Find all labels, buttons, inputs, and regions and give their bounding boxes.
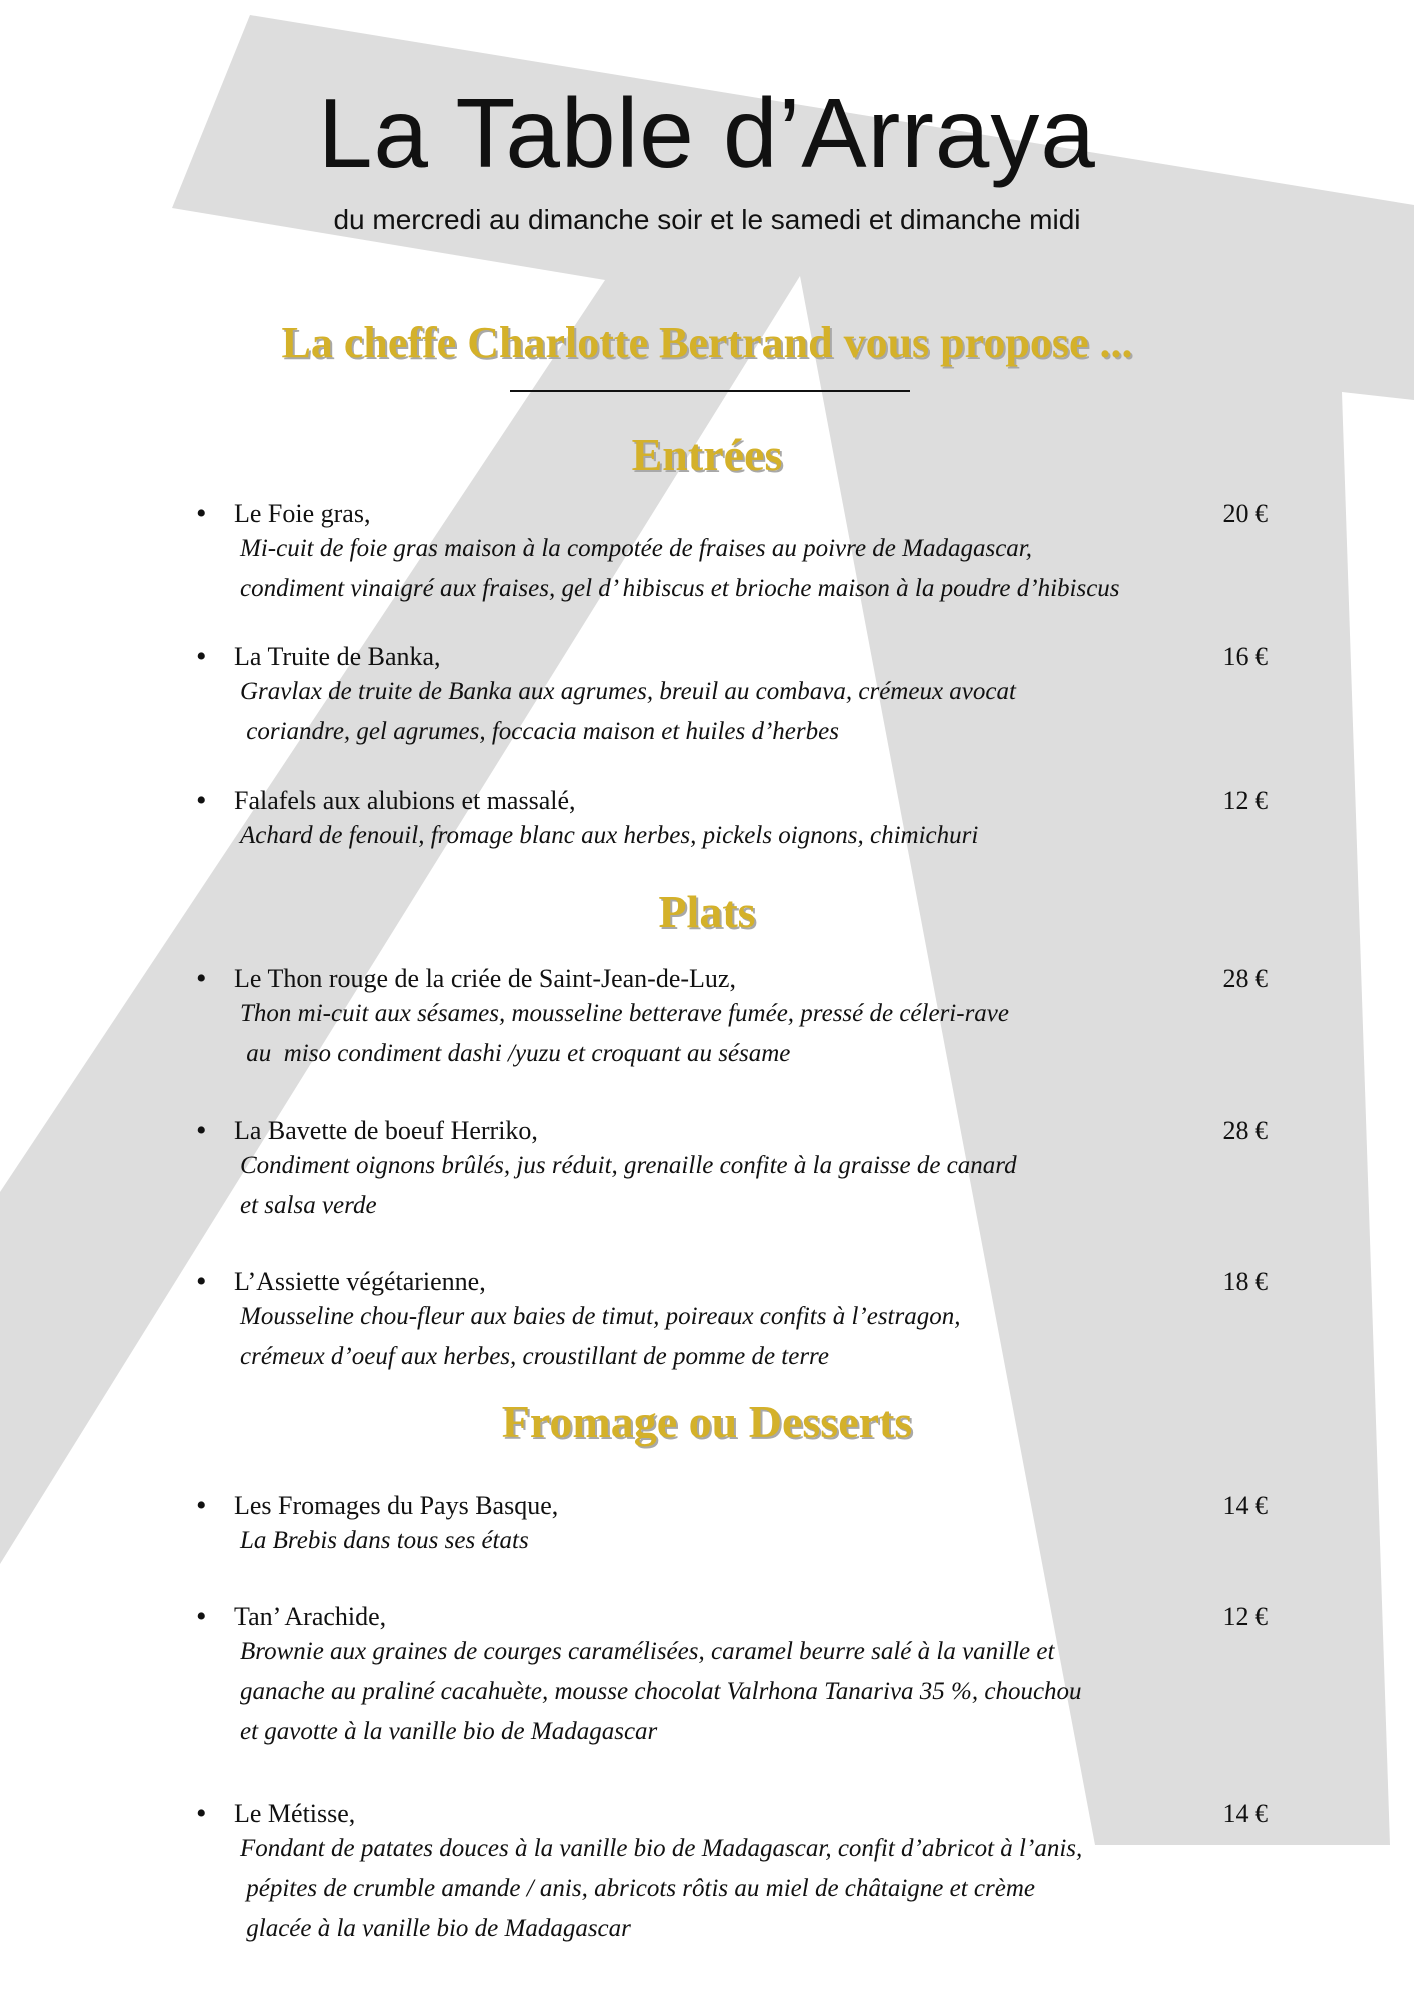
- bullet-icon: •: [196, 1265, 207, 1298]
- dish-name: Les Fromages du Pays Basque,: [234, 1491, 559, 1520]
- menu-item: [196, 1115, 1276, 1226]
- dish-price: 12 €: [1222, 1602, 1268, 1631]
- dish-price: 12 €: [1222, 786, 1268, 815]
- menu-item: [196, 1490, 1276, 1561]
- dish-name: La Truite de Banka,: [234, 642, 441, 671]
- description-line: Brownie aux graines de courges caramélisées, caramel beurre salé à la vanille et: [240, 1638, 1055, 1665]
- bullet-icon: •: [196, 962, 207, 995]
- menu-item: [196, 1798, 1276, 1949]
- description-line: Achard de fenouil, fromage blanc aux herbes, pickels oignons, chimichuri: [240, 822, 979, 849]
- bullet-icon: •: [196, 1600, 207, 1633]
- dish-name: Falafels aux alubions et massalé,: [234, 786, 576, 815]
- opening-hours: du mercredi au dimanche soir et le samedi et dimanche midi: [333, 204, 1081, 235]
- dish-price: 28 €: [1222, 1116, 1268, 1145]
- description-line: et gavotte à la vanille bio de Madagascar: [240, 1718, 658, 1745]
- dish-description: [196, 1146, 1276, 1226]
- description-line: glacée à la vanille bio de Madagascar: [240, 1915, 631, 1942]
- dish-price: 14 €: [1222, 1491, 1268, 1520]
- dish-name: L’Assiette végétarienne,: [234, 1267, 486, 1296]
- dish-price: 18 €: [1222, 1267, 1268, 1296]
- description-line: condiment vinaigré aux fraises, gel d’ hibiscus et brioche maison à la poudre d’hibiscus: [240, 575, 1120, 602]
- section-title-desserts: Fromage ou Desserts: [501, 1396, 913, 1447]
- menu-item: [196, 963, 1276, 1074]
- dish-price: 14 €: [1222, 1799, 1268, 1828]
- dish-description: [196, 994, 1276, 1074]
- bullet-icon: •: [196, 1114, 207, 1147]
- dish-price: 28 €: [1222, 964, 1268, 993]
- bullet-icon: •: [196, 1797, 207, 1830]
- description-line: ganache au praliné cacahuète, mousse chocolat Valrhona Tanariva 35 %, chouchou: [240, 1678, 1082, 1705]
- chef-heading: La cheffe Charlotte Bertrand vous propose ...: [281, 318, 1133, 367]
- menu-item: [196, 1601, 1276, 1752]
- description-line: Condiment oignons brûlés, jus réduit, grenaille confite à la graisse de canard: [240, 1152, 1017, 1179]
- section-title-plats: Plats: [658, 886, 756, 937]
- bullet-icon: •: [196, 1489, 207, 1522]
- description-line: au miso condiment dashi /yuzu et croquant au sésame: [240, 1040, 791, 1067]
- description-line: crémeux d’oeuf aux herbes, croustillant de pomme de terre: [240, 1343, 829, 1370]
- dish-description: [196, 1632, 1276, 1752]
- dish-name: Le Métisse,: [234, 1799, 356, 1828]
- description-line: Thon mi-cuit aux sésames, mousseline betterave fumée, pressé de céleri-rave: [240, 1000, 1009, 1027]
- description-line: et salsa verde: [240, 1192, 377, 1219]
- description-line: pépites de crumble amande / anis, abricots rôtis au miel de châtaigne et crème: [240, 1875, 1035, 1902]
- dish-name: Le Thon rouge de la criée de Saint-Jean-de-Luz,: [234, 964, 736, 993]
- dish-name: Tan’ Arachide,: [234, 1602, 387, 1631]
- menu-item: [196, 641, 1276, 752]
- section-title-entrees: Entrées: [631, 429, 783, 480]
- dish-description: [196, 1521, 1276, 1561]
- menu-item: [196, 785, 1276, 856]
- bullet-icon: •: [196, 640, 207, 673]
- restaurant-title: La Table d’Arraya: [318, 78, 1096, 188]
- bullet-icon: •: [196, 497, 207, 530]
- dish-description: [196, 1829, 1276, 1949]
- dish-name: La Bavette de boeuf Herriko,: [234, 1116, 538, 1145]
- description-line: Mi-cuit de foie gras maison à la compotée de fraises au poivre de Madagascar,: [240, 535, 1033, 562]
- dish-description: [196, 672, 1276, 752]
- dish-price: 20 €: [1222, 499, 1268, 528]
- description-line: coriandre, gel agrumes, foccacia maison et huiles d’herbes: [240, 718, 839, 745]
- dish-description: [196, 1297, 1276, 1377]
- divider: [510, 390, 910, 392]
- description-line: Gravlax de truite de Banka aux agrumes, breuil au combava, crémeux avocat: [240, 678, 1016, 705]
- dish-description: [196, 816, 1276, 856]
- dish-price: 16 €: [1222, 642, 1268, 671]
- menu-item: [196, 1266, 1276, 1377]
- dish-description: [196, 529, 1276, 609]
- description-line: Fondant de patates douces à la vanille bio de Madagascar, confit d’abricot à l’anis,: [240, 1835, 1083, 1862]
- dish-name: Le Foie gras,: [234, 499, 371, 528]
- description-line: Mousseline chou-fleur aux baies de timut, poireaux confits à l’estragon,: [240, 1303, 961, 1330]
- menu-item: [196, 498, 1276, 609]
- bullet-icon: •: [196, 784, 207, 817]
- description-line: La Brebis dans tous ses états: [240, 1527, 529, 1554]
